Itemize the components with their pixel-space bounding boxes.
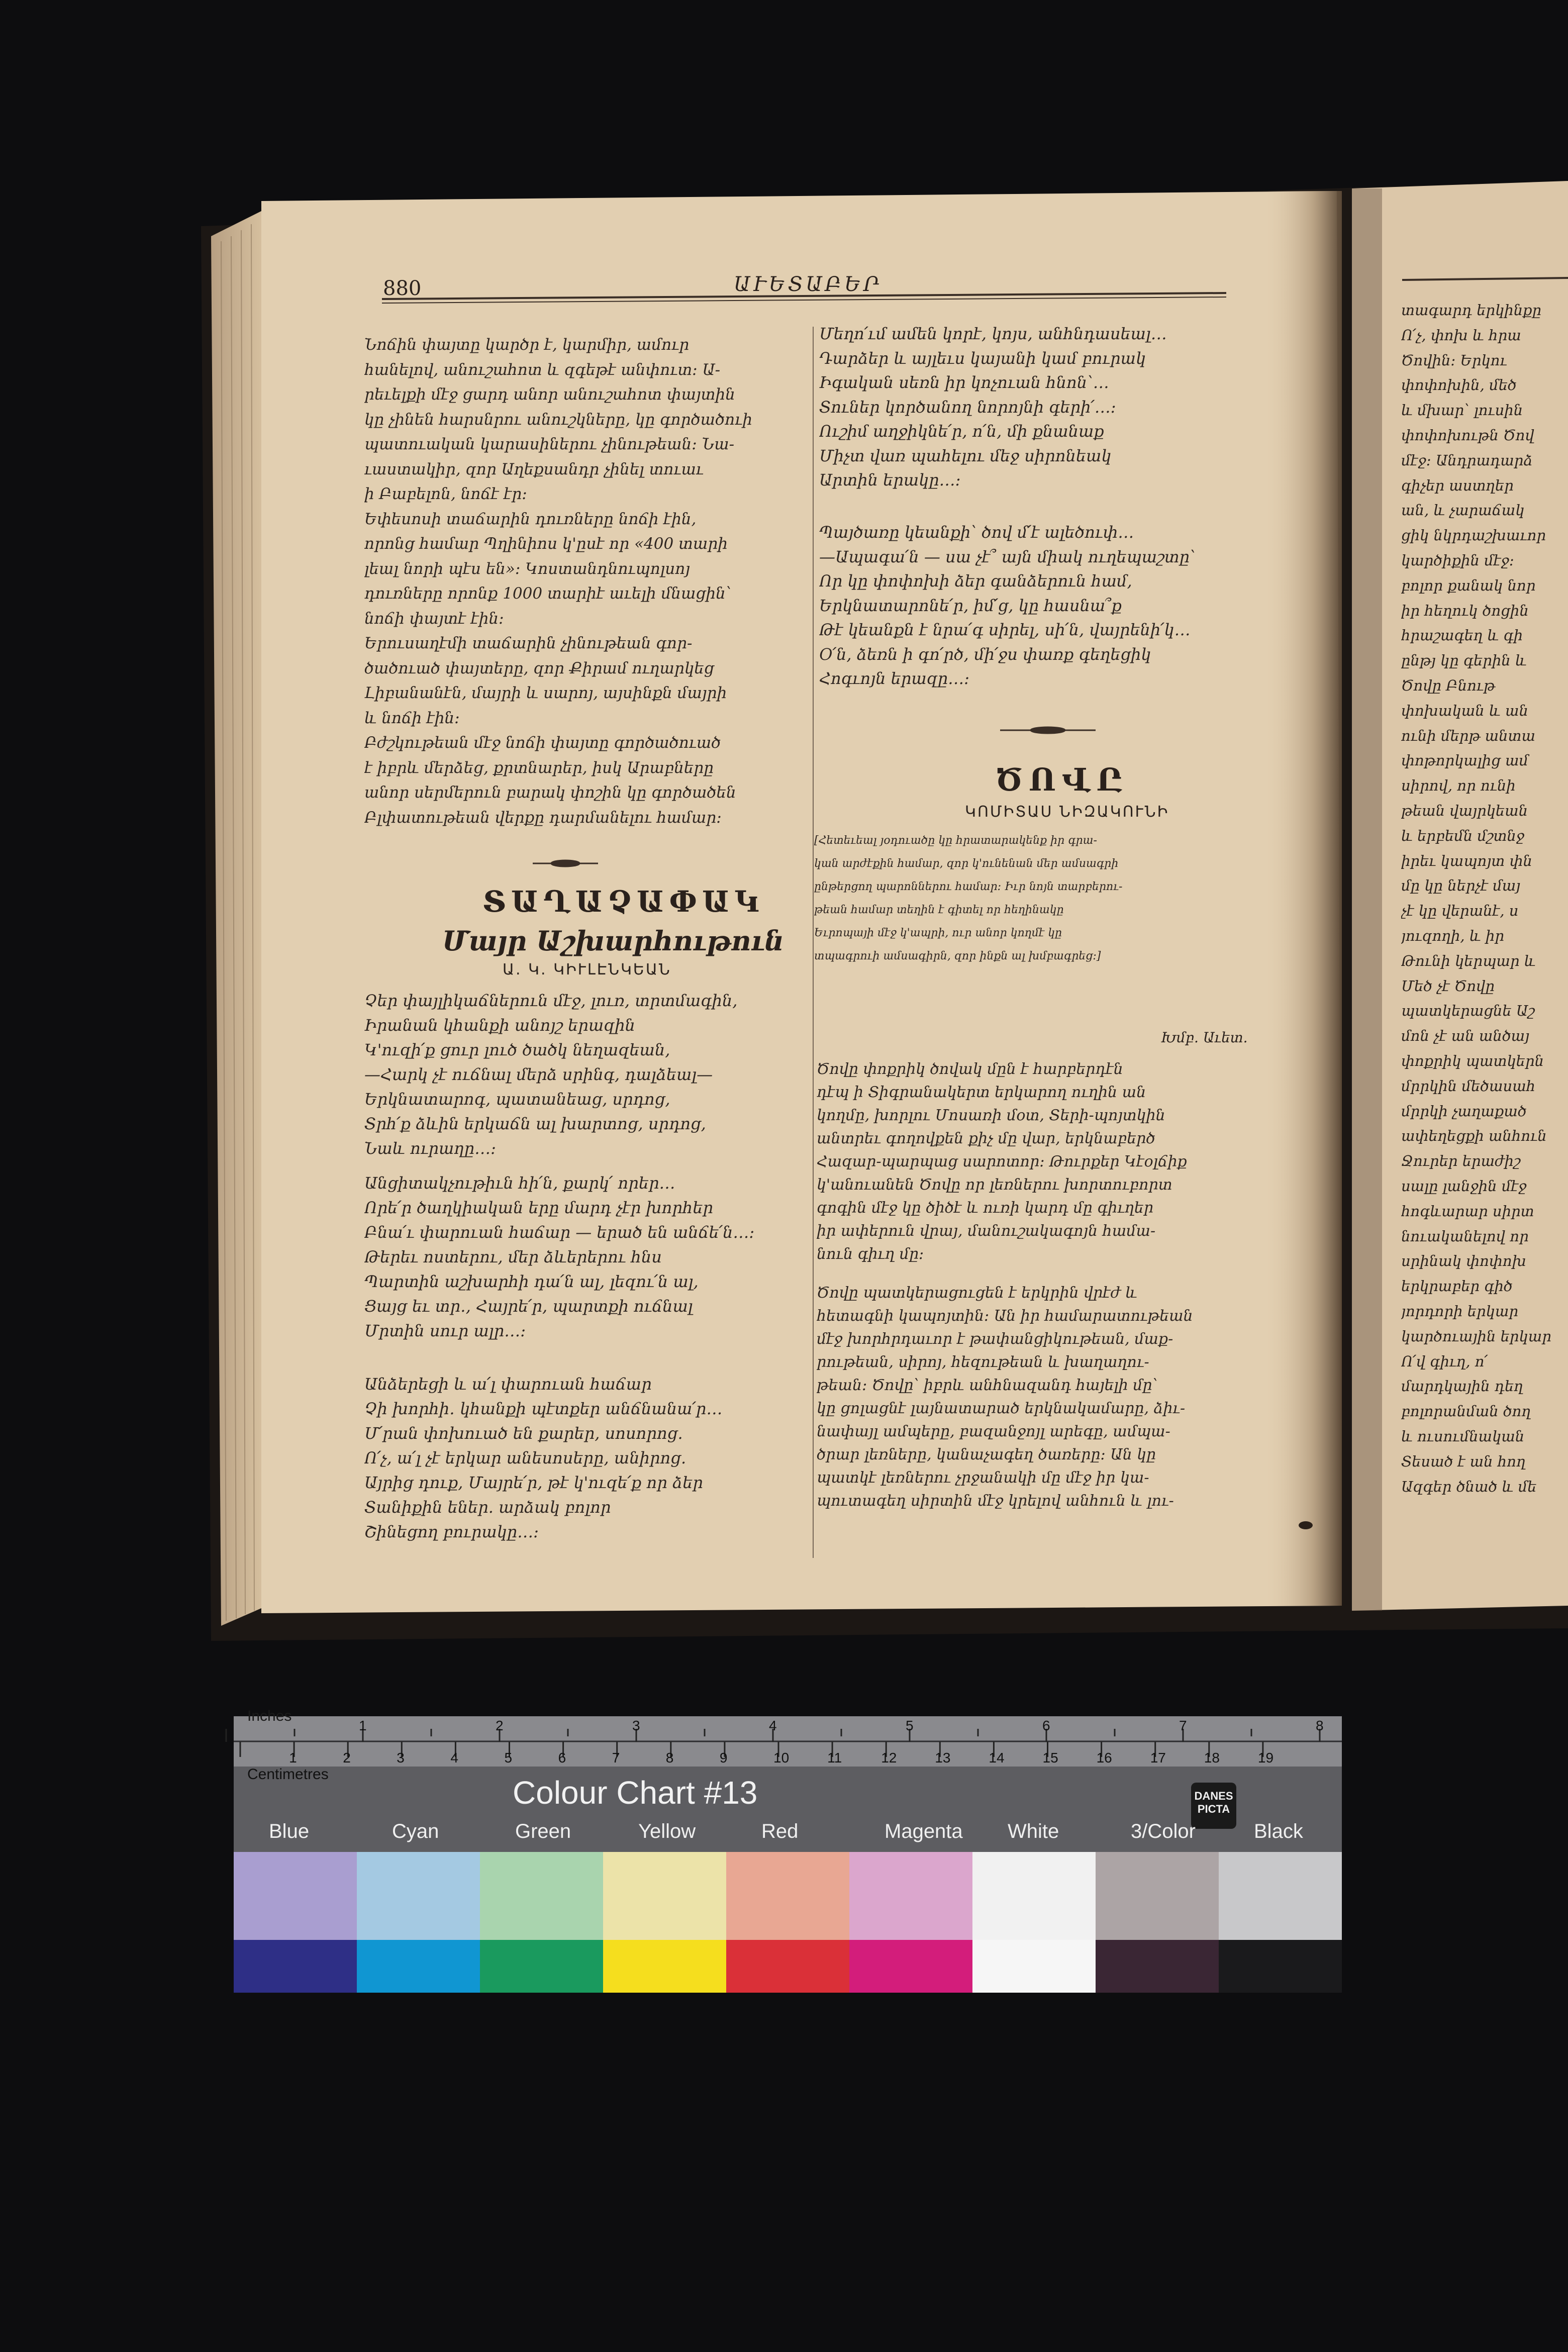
cm-number: 12 [881, 1750, 897, 1766]
fragment-line: մը կը ներչէ մայ [1401, 877, 1521, 895]
cm-number: 16 [1096, 1750, 1112, 1766]
prose-line: ւաստակիր, զոր Աղեքսանդր չինել տուաւ [364, 460, 704, 478]
article-line: պուտագեղ սիրտին մէջ կրելով անհուն և լու- [817, 1492, 1174, 1510]
fragment-line: կարծիքին մէջ։ [1401, 552, 1514, 569]
cm-number: 8 [665, 1750, 674, 1766]
patch-label: Black [1254, 1820, 1303, 1842]
prose-line: դուռները որոնք 1000 տարիէ աւելի մնացին՝ [364, 584, 731, 603]
poem-line: Դարձեր և այլեւս կայանի կամ բուրակ [819, 348, 1146, 368]
article-line: ծրար լեռները, կանաչագեղ ծառերը։ Ան կը [817, 1446, 1156, 1463]
article-title: ԾՈՎԸ [995, 761, 1129, 798]
brand-logo: DANES PICTA [1191, 1783, 1236, 1829]
poem-line: Անցիտակչութիւն հի՛ն, քարկ՛ որեր… [364, 1173, 675, 1193]
poem-line: Տուներ կործանող նորոյնի գերի՛…։ [819, 397, 1116, 417]
fragment-line: մրրկին մեծասահ [1401, 1077, 1536, 1095]
fragment-line: բոլորանման ծող [1401, 1403, 1531, 1420]
poem-line: Պայծառը կեանքի՝ ծով մ՛է ալեծուփ… [819, 523, 1134, 542]
fragment-line: Ծովը Բնութ [1401, 677, 1495, 694]
cm-number: 14 [989, 1750, 1005, 1766]
poem-line: Երկնատարոգ, պատանեաց, սրդոց, [364, 1090, 670, 1109]
fragment-line: փոփոխութն Ծով [1401, 427, 1534, 444]
poem-line: Թերեւ ոստերու, մեր ձևերերու հնս [364, 1247, 662, 1266]
inch-number: 5 [906, 1718, 914, 1733]
fragment-line: փոթորկալից ամ [1401, 752, 1529, 769]
article-line: հետագնի կապոյտին։ Ան իր համարատութեան [817, 1307, 1193, 1325]
poem-line: Ո՛չ, ա՛լ չէ երկար անեսոսերը, անիրոց․ [364, 1448, 687, 1467]
fragment-line: և մխար՝ լուսին [1401, 402, 1523, 419]
cm-number: 1 [289, 1750, 297, 1766]
note-signature: Խմբ. Աւետ. [1161, 1029, 1248, 1046]
dark-patch [357, 1940, 480, 1993]
poem-line: Չեր փայլիկաճներուն մէջ, լուռ, տրտմագին, [364, 991, 738, 1010]
prose-line: հանելով, անուշահոտ և զգեթէ անփուտ։ Ա- [364, 360, 721, 379]
prose-line: լեալ նորի պէս են»։ Կոստանդնուպոլսոյ [364, 559, 690, 578]
inch-number: 2 [496, 1718, 504, 1733]
note-line: տպագրուի ամսագիրն, զոր ինքն ալ խմբագրեց։] [814, 950, 1101, 962]
article-author: ԿՈՄԻՏԱՍ ՆԻԶԱԿՈՒՆԻ [965, 803, 1169, 821]
poem-line: Արտին երակը…։ [819, 470, 961, 489]
cm-number: 6 [558, 1750, 566, 1766]
light-patch [480, 1852, 603, 1940]
patch-label: 3/Color [1131, 1820, 1196, 1842]
prose-line: Բժշկութեան մէջ նոճի փայտը գործածուած [364, 734, 721, 752]
fragment-line: ափեղեցքի անհուն [1401, 1127, 1547, 1145]
patch-label: Red [761, 1820, 799, 1842]
fragment-line: նուականելով որ [1401, 1227, 1529, 1245]
fragment-line: բոլոր քանակ նոր [1401, 576, 1536, 594]
cm-number: 3 [397, 1750, 405, 1766]
poem-line: Շինեցող բուրակը…։ [364, 1522, 539, 1541]
poem-subtitle: Մայր Աշխարհութուն [442, 925, 785, 957]
prose-line: է իբրև մերձեց, քրտնարեր, իսկ Արաբները [364, 758, 714, 777]
light-patch [603, 1852, 726, 1940]
prose-line: Եփեսոսի տաճարին դուռները նոճի էին, [364, 510, 697, 528]
fragment-line: յորդորի երկար [1401, 1303, 1519, 1320]
poem-line: Մեղո՛ւմ ամեն կորէ, կոյս, անհնդասեալ… [819, 324, 1167, 343]
article-line: անտրեւ գողովքեն քիչ մը վար, երկնաբերծ [817, 1130, 1155, 1147]
fragment-line: ան, և չարաճակ [1401, 502, 1525, 519]
fragment-line: մարդկային դեղ [1401, 1378, 1523, 1395]
article-line: դէպ ի Տիգրանակերտ երկարող ուղին ան [817, 1084, 1146, 1101]
prose-line: նոճի փայտէ էին։ [364, 609, 504, 628]
poem-line: Երկնատարոնե՛ր, իմ՛ց, կը հասնա՞ք [819, 596, 1122, 615]
cm-number: 13 [935, 1750, 951, 1766]
fragment-line: հրաշագեղ և գի [1401, 627, 1523, 644]
prose-line: Լիբանանէն, մայրի և սարոյ, այսինքն մայրի [364, 684, 727, 702]
article-line: րութեան, սիրոյ, հեզութեան և խաղաղու- [817, 1353, 1149, 1371]
poem-line: Այրից դուք, Մայրե՛ր, թէ կ'ուզե՛ք որ ձեր [364, 1473, 703, 1492]
poem-line: Մրտին սուր ալր…։ [364, 1321, 526, 1340]
cm-number: 4 [450, 1750, 458, 1766]
patch-label: White [1008, 1820, 1059, 1842]
light-patch [1096, 1852, 1219, 1940]
prose-line: րեւելքի մէջ ցարդ անոր անուշահոտ փայտին [364, 385, 735, 404]
fragment-line: մոն չէ ան անծայ [1401, 1027, 1530, 1045]
dark-patch [603, 1940, 726, 1993]
article-line: պատկէ լեռներու չրջանակի մը մէջ իր կա- [817, 1469, 1149, 1487]
dark-patch [972, 1940, 1096, 1993]
fragment-line: սալը լանջին մէջ [1401, 1178, 1527, 1195]
article-line: մէջ խորհրդաւոր է թափանցիկութեան, մաք- [817, 1330, 1173, 1348]
dark-patch [234, 1940, 357, 1993]
inch-number: 7 [1179, 1718, 1187, 1733]
poem-line: Օ՛ն, ձեռն ի գո՛րծ, մի՛ջս փառք գեղեցիկ [819, 644, 1151, 664]
poem-line: Կ'ուզի՛ք ցուր լուծ ծածկ նեղազեան, [364, 1040, 670, 1059]
article-line: իր ափերուն վրայ, մանուշակագոյն համա- [817, 1222, 1156, 1240]
light-patch [357, 1852, 480, 1940]
prose-line: Երուսաղէմի տաճարին չինութեան գոր- [364, 634, 693, 652]
poem-line: Իրանան կհանքի անոյշ երազին [364, 1016, 635, 1035]
dark-patch [726, 1940, 849, 1993]
fragment-line: ունի մերթ անտա [1401, 727, 1536, 744]
cm-number: 5 [504, 1750, 513, 1766]
dark-patch [849, 1940, 972, 1993]
prose-line: և նոճի էին։ [364, 709, 460, 727]
cm-number: 17 [1150, 1750, 1166, 1766]
article-line: կ'անուանեն Ծովը որ լեռներու խորտուբորտ [817, 1176, 1172, 1194]
light-patch [234, 1852, 357, 1940]
inch-number: 8 [1316, 1718, 1324, 1733]
fragment-line: Ո՛վ գիւղ, ո՛ [1401, 1352, 1488, 1370]
note-line: [Հետեւեալ յօդուածը կը հրատարակենք իր գրա- [814, 834, 1097, 847]
prose-line: Նոճին փայտը կարծր է, կարմիր, ամուր [364, 336, 690, 354]
fragment-line: թեան վայրկեան [1401, 802, 1528, 819]
poem-line: Որ կը փոփոխի ձեր գանձերուն համ, [819, 571, 1132, 591]
poem-line: Միչտ վառ պահելու մեջ սիրոնեակ [819, 446, 1112, 465]
article-line: թեան։ Ծովը՝ իբրև անհնազանդ հայելի մը՝ [817, 1377, 1158, 1394]
dark-patch [1219, 1940, 1342, 1993]
note-line: Եւրոպայի մէջ կ'ապրի, ուր անոր կողմէ կը [814, 927, 1062, 939]
poem-line: —Հարկ չէ ուճնալ մերձ սրինգ, դալձեալ— [364, 1065, 713, 1084]
poem-line: Տանիքին եներ. արձակ բոլոր [364, 1498, 611, 1517]
poem-line: Անձերեցի և ա՛լ փարուան հաճար [364, 1375, 652, 1394]
inch-number: 3 [632, 1718, 640, 1733]
poem-line: Ուշիմ աղջիկնե՛ր, ո՛ն, մի քնանաք [819, 422, 1104, 441]
page-number: 880 [383, 277, 422, 300]
fragment-line: փոփոխին, մեծ [1401, 376, 1517, 394]
poem-line: Տրհ՛ք ձևին երկաճն ալ խարտոց, սրդոց, [364, 1114, 706, 1133]
poem-line: Իգական սեռն իր կոչուան հնոն՝… [819, 373, 1109, 392]
light-patch [972, 1852, 1096, 1940]
fragment-line: կարծուային երկար [1401, 1327, 1551, 1345]
poem-line: Չի խորհի․ կհանքի պէտքեր անճնանա՛ր… [364, 1399, 723, 1418]
fragment-line: իրեւ կապոյտ փն [1401, 852, 1532, 869]
fragment-line: Տեսած է ան հող [1401, 1452, 1526, 1470]
poem-line: Բնա՛ւ փարուան հաճար — երած են անճե՛ն…։ [364, 1223, 755, 1242]
cm-number: 7 [612, 1750, 620, 1766]
patch-label: Blue [269, 1820, 310, 1842]
fragment-line: սրինակ փոփոխ [1401, 1252, 1526, 1270]
fragment-line: հոգևարար սիրտ [1401, 1202, 1534, 1220]
poem-line: Հոգւոյն երազը…։ [819, 669, 969, 688]
dark-patch [480, 1940, 603, 1993]
prose-line: Բլփատութեան վերքը դարմանելու համար։ [364, 808, 722, 827]
article-line: նափայլ ամպերը, բազանջոյլ արեգը, ամպա- [817, 1423, 1170, 1440]
fragment-line: և ուսումնական [1401, 1428, 1525, 1445]
article-line: Հազար-պարպաց սարոտոր։ Թուրքեր Կէօլճիք [817, 1153, 1187, 1170]
fragment-line: Մեծ չէ Ծովը [1401, 977, 1495, 995]
fragment-line: տագարդ երկինքը [1401, 302, 1542, 319]
prose-line: անոր սերմերուն բարակ փոշին կը գործածեն [364, 783, 736, 802]
cm-number: 2 [343, 1750, 351, 1766]
light-patch [1219, 1852, 1342, 1940]
poem-line: Պարտին աշխարհի դա՛ն ալ, լեզու՛ն ալ, [364, 1272, 699, 1291]
patch-label: Yellow [638, 1820, 696, 1842]
inch-number: 4 [769, 1718, 777, 1733]
chart-title: Colour Chart #13 [513, 1775, 758, 1811]
patch-label: Cyan [392, 1820, 439, 1842]
light-patch [849, 1852, 972, 1940]
light-patch [726, 1852, 849, 1940]
fragment-line: ընթյ կը գերին և [1401, 652, 1527, 669]
cm-number: 10 [773, 1750, 790, 1766]
article-line: Ծովը պատկերացուցեն է երկրին վրէժ և [817, 1284, 1137, 1302]
prose-line: ծածուած փայտերը, զոր Քիրամ ուղարկեց [364, 659, 714, 677]
poem-line: —Ապագա՛ն — սա չէ՞ այն միակ ուղեպաշտը՝ [819, 547, 1196, 566]
prose-line: ի Բաբելոն, նոճէ էր։ [364, 485, 527, 503]
prose-line: որոնց համար Պղինիոս կ'ըսէ որ «400 տարի [364, 535, 728, 553]
fragment-line: երկրաբեր գիծ [1401, 1278, 1513, 1295]
cm-number: 18 [1204, 1750, 1220, 1766]
patch-label: Magenta [885, 1820, 963, 1842]
fragment-line: մրրկի չաղաքած [1401, 1102, 1527, 1120]
fragment-line: Ծովին։ Երկու [1401, 351, 1507, 369]
poem-title: ՏԱՂԱՉԱՓԱԿ [482, 885, 764, 919]
fragment-line: պատկերացնե Աշ [1401, 1002, 1535, 1020]
right-page [1352, 181, 1568, 1611]
inch-number: 6 [1042, 1718, 1050, 1733]
prose-line: պատուական կարասիներու չինութեան։ Նա- [364, 435, 735, 453]
inch-number: 1 [359, 1718, 367, 1733]
fragment-line: և երբեմն մշտնջ [1401, 827, 1525, 844]
cm-number: 19 [1257, 1750, 1274, 1766]
running-head: ԱՒԵՏԱԲԵՐ [734, 273, 883, 296]
fragment-line: փոխական և ան [1401, 702, 1528, 719]
fragment-line: իր հեղուկ ծոցին [1401, 602, 1529, 619]
poem-line: Մ՛րան փոխուած են քարեր, սոսորոց․ [364, 1424, 683, 1443]
fragment-line: գիչեր աստղեր [1401, 476, 1514, 494]
article-line: Ծովը փոքրիկ ծովակ մըն է հարբերդէն [817, 1060, 1123, 1078]
poem-line: Նաև ուրաղը…։ [364, 1139, 496, 1158]
fragment-line: Թունի կերպար և [1401, 952, 1536, 969]
note-line: թեան համար տեղին է գիտել որ հեղինակը [814, 904, 1064, 916]
fragment-line: չէ կը վերանէ, ս [1401, 902, 1519, 920]
cm-number: 11 [827, 1750, 842, 1766]
fragment-line: յուզողի, և իր [1401, 927, 1505, 944]
poem-line: Ցայց եւ տր․, Հայրե՛ր, պարտքի ուճնալ [364, 1297, 693, 1316]
fragment-line: Ո՛չ, փոխ և հրա [1401, 326, 1521, 344]
fragment-line: փոքրիկ պատկերն [1401, 1052, 1544, 1069]
note-line: կան արժէքին համար, զոր կ'ունենան մեր ամսագրի [814, 857, 1119, 870]
poem-line: Որե՛ր ծաղկիական երը մարդ չէր խորհեր [364, 1198, 714, 1217]
poem-line: Թէ կեանքն է նրա՛գ սիրել, սի՛ն, վայրենի՛կ… [819, 620, 1191, 639]
cm-number: 9 [719, 1750, 728, 1766]
article-line: կը ցոլացնէ լայնատարած երկնակամարը, ձիւ- [817, 1400, 1186, 1417]
cm-number: 15 [1042, 1750, 1058, 1766]
article-line: կողմը, խորլու Մոսառի մօտ, Տերի-պոյտկին [817, 1107, 1165, 1124]
patch-label: Green [515, 1820, 571, 1842]
note-line: ընթերցող պարոններու համար։ Իւր նոյն տարբերու- [814, 880, 1123, 893]
fragment-line: Ազգեր ծնած և մե [1401, 1478, 1537, 1495]
centimetres-label: Centimetres [247, 1766, 329, 1783]
fragment-line: մէջ։ Անդրադարձ [1401, 451, 1533, 469]
fragment-line: ցիկ նկրդաշխաւոր [1401, 527, 1546, 544]
article-line: նուն գիւղ մը։ [817, 1245, 924, 1263]
fragment-line: սիրով, որ ունի [1401, 777, 1516, 795]
inches-label: Inches [247, 1708, 292, 1724]
poem-author: Ա. Կ. ԿԻՒԼԷՆԿԵԱՆ [503, 961, 671, 978]
dark-patch [1096, 1940, 1219, 1993]
prose-line: կը չինեն հարսնրու անուշկները, կը գործածուի [364, 410, 752, 429]
fragment-line: Ջուրեր երաժիշ [1401, 1152, 1521, 1170]
article-line: գոգին մէջ կը ծիծէ և ուռի կարդ մը գիւղեր [817, 1199, 1154, 1217]
